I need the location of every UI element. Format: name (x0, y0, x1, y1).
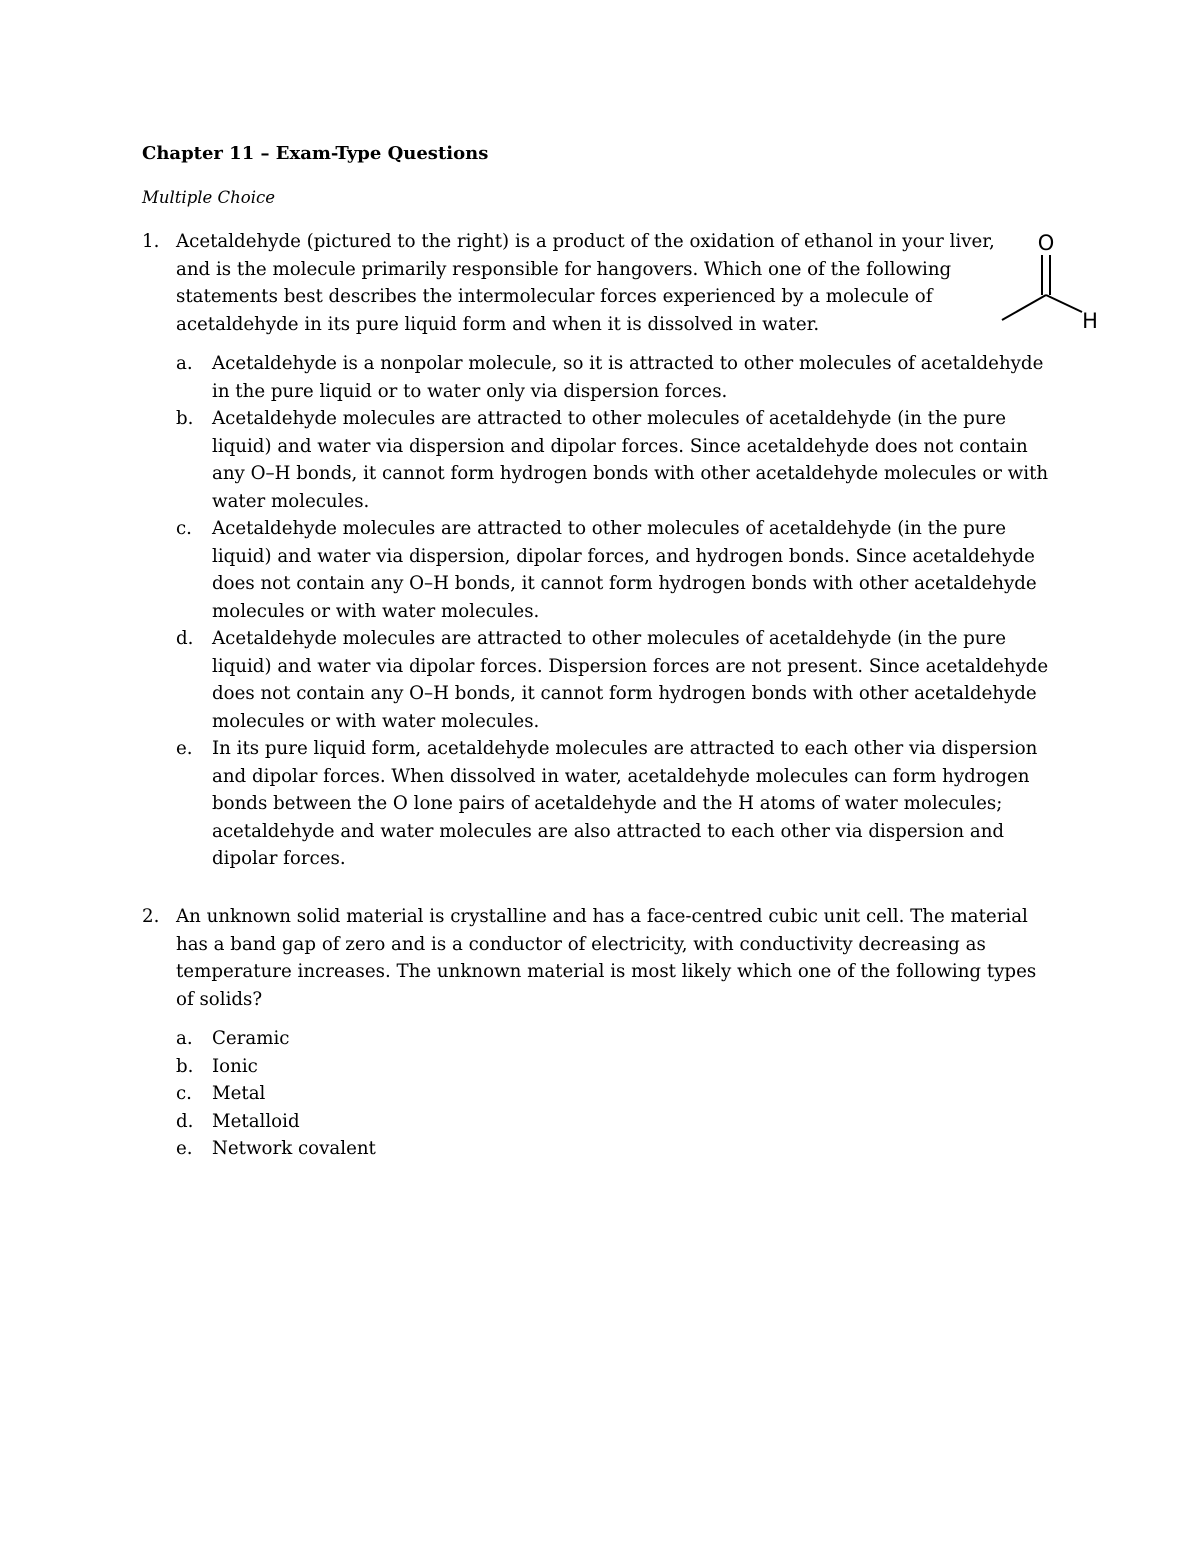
page-title: Chapter 11 – Exam-Type Questions (142, 143, 489, 164)
option-e (176, 1135, 1056, 1163)
option-letter: c. (176, 518, 192, 539)
question-number: 2. (142, 906, 160, 927)
answer-options (176, 1025, 1056, 1163)
option-letter: b. (176, 408, 194, 429)
option-e (176, 735, 1056, 873)
option-letter: d. (176, 1110, 194, 1132)
methyl-bond (1002, 295, 1046, 320)
question-text: An unknown solid material is crystalline and has a face-centred cubic unit cell. The material has a band gap of zero and is a conductor of electricity, with conductivity decreasing as temperature increases. The unknown material is most likely which one of the following types of solids? (176, 906, 1037, 1010)
hydrogen-atom-label: H (1082, 309, 1098, 333)
option-text: Acetaldehyde molecules are attracted to other molecules of acetaldehyde (in the pure liquid) and water via dispersion, dipolar forces, and hydrogen bonds. Since acetaldehyde does not contain any O–H bonds, it cannot form hydrogen bonds with other acetaldehyde molecules or with water molecules. (212, 518, 1037, 622)
option-a (176, 1025, 1056, 1053)
option-text: Network covalent (212, 1138, 376, 1159)
option-letter: b. (176, 1055, 194, 1077)
hydrogen-bond-line (1046, 295, 1082, 312)
option-text: Ionic (212, 1055, 258, 1077)
oxygen-atom-label: O (1037, 231, 1055, 255)
answer-options (176, 350, 1056, 873)
option-text: Acetaldehyde molecules are attracted to other molecules of acetaldehyde (in the pure liquid) and water via dispersion and dipolar forces. Since acetaldehyde does not contain any O–H bonds, it cannot form hydrogen bonds with other acetaldehyde molecules or with water molecules. (212, 408, 1049, 512)
option-text: Ceramic (212, 1028, 290, 1049)
option-c (176, 515, 1056, 625)
option-a (176, 350, 1056, 405)
option-text: In its pure liquid form, acetaldehyde molecules are attracted to each other via dispersion and dipolar forces. When dissolved in water, acetaldehyde molecules can form hydrogen bonds between the O lone pairs of acetaldehyde and the H atoms of water molecules; acetaldehyde and water molecules are also attracted to each other via dispersion and dipolar forces. (212, 738, 1038, 869)
section-subtitle: Multiple Choice (142, 188, 276, 207)
option-letter: e. (176, 738, 193, 759)
option-c (176, 1080, 1056, 1108)
option-text: Acetaldehyde is a nonpolar molecule, so it is attracted to other molecules of acetaldehyde in the pure liquid or to water only via dispersion forces. (212, 353, 1044, 402)
option-b (176, 405, 1056, 515)
option-d (176, 625, 1056, 735)
option-d (176, 1108, 1056, 1136)
question-number: 1. (142, 231, 160, 252)
option-text: Acetaldehyde molecules are attracted to other molecules of acetaldehyde (in the pure liquid) and water via dipolar forces. Dispersion forces are not present. Since acetaldehyde does not contain any O–H bonds, it cannot form hydrogen bonds with other acetaldehyde molecules or with water molecules. (212, 628, 1049, 732)
question-text: Acetaldehyde (pictured to the right) is a product of the oxidation of ethanol in your liver, and is the molecule primarily responsible for hangovers. Which one of the following statements best describes the intermolecular forces experienced by a molecule of acetaldehyde in its pure liquid form and when it is dissolved in water. (176, 231, 995, 335)
option-text: Metalloid (212, 1110, 300, 1132)
option-b (176, 1053, 1056, 1081)
acetaldehyde-structure (998, 228, 1108, 338)
option-letter: e. (176, 1138, 193, 1159)
option-letter: a. (176, 1028, 193, 1049)
option-text: Metal (212, 1083, 266, 1104)
option-letter: a. (176, 353, 193, 374)
option-letter: d. (176, 628, 194, 649)
option-letter: c. (176, 1083, 192, 1104)
